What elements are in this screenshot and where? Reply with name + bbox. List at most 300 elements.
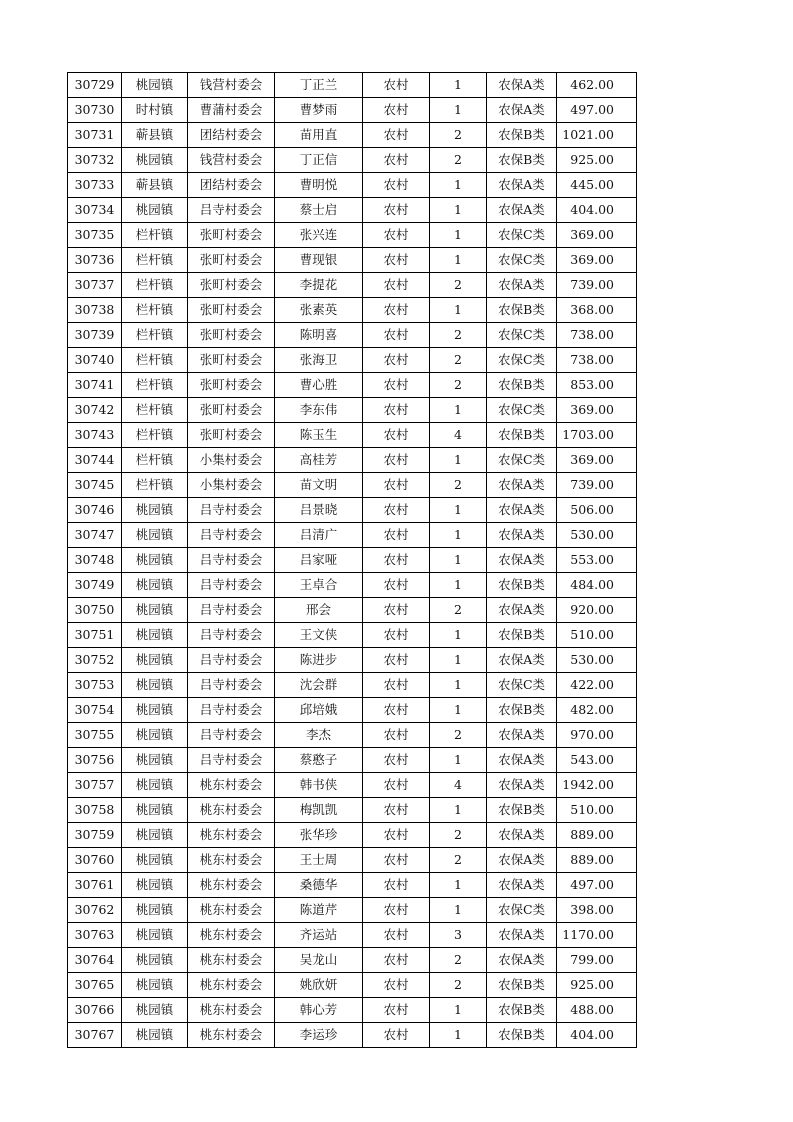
person-count-cell: 1	[430, 73, 487, 98]
name-cell: 邢会	[275, 598, 363, 623]
village-committee-cell: 桃东村委会	[188, 1023, 275, 1048]
table-row	[68, 273, 637, 298]
insurance-category-cell: 农保A类	[487, 823, 557, 848]
insurance-category-cell: 农保A类	[487, 548, 557, 573]
table-row	[68, 823, 637, 848]
household-type-cell: 农村	[363, 198, 430, 223]
record-id-cell: 30765	[68, 973, 122, 998]
town-cell: 栏杆镇	[122, 273, 188, 298]
record-id-cell: 30738	[68, 298, 122, 323]
village-committee-cell: 吕寺村委会	[188, 748, 275, 773]
insurance-category-cell: 农保C类	[487, 673, 557, 698]
amount-cell: 422.00	[557, 673, 637, 698]
insurance-category-cell: 农保C类	[487, 398, 557, 423]
town-cell: 桃园镇	[122, 973, 188, 998]
amount-cell: 925.00	[557, 973, 637, 998]
insurance-category-cell: 农保B类	[487, 298, 557, 323]
name-cell: 韩书侠	[275, 773, 363, 798]
name-cell: 李东伟	[275, 398, 363, 423]
village-committee-cell: 张町村委会	[188, 423, 275, 448]
record-id-cell: 30732	[68, 148, 122, 173]
person-count-cell: 1	[430, 548, 487, 573]
name-cell: 曹心胜	[275, 373, 363, 398]
household-type-cell: 农村	[363, 798, 430, 823]
table-row	[68, 923, 637, 948]
record-id-cell: 30729	[68, 73, 122, 98]
household-type-cell: 农村	[363, 873, 430, 898]
insurance-category-cell: 农保A类	[487, 648, 557, 673]
person-count-cell: 4	[430, 423, 487, 448]
town-cell: 桃园镇	[122, 923, 188, 948]
village-committee-cell: 吕寺村委会	[188, 723, 275, 748]
village-committee-cell: 张町村委会	[188, 398, 275, 423]
household-type-cell: 农村	[363, 698, 430, 723]
village-committee-cell: 吕寺村委会	[188, 573, 275, 598]
household-type-cell: 农村	[363, 598, 430, 623]
insurance-category-cell: 农保A类	[487, 73, 557, 98]
person-count-cell: 2	[430, 323, 487, 348]
person-count-cell: 2	[430, 148, 487, 173]
household-type-cell: 农村	[363, 98, 430, 123]
household-type-cell: 农村	[363, 323, 430, 348]
village-committee-cell: 桃东村委会	[188, 798, 275, 823]
person-count-cell: 1	[430, 523, 487, 548]
town-cell: 桃园镇	[122, 848, 188, 873]
town-cell: 桃园镇	[122, 548, 188, 573]
person-count-cell: 1	[430, 648, 487, 673]
name-cell: 王卓合	[275, 573, 363, 598]
record-id-cell: 30755	[68, 723, 122, 748]
amount-cell: 506.00	[557, 498, 637, 523]
person-count-cell: 2	[430, 123, 487, 148]
record-id-cell: 30767	[68, 1023, 122, 1048]
table-row	[68, 248, 637, 273]
town-cell: 栏杆镇	[122, 223, 188, 248]
insurance-category-cell: 农保B类	[487, 573, 557, 598]
town-cell: 桃园镇	[122, 1023, 188, 1048]
town-cell: 栏杆镇	[122, 348, 188, 373]
town-cell: 桃园镇	[122, 598, 188, 623]
household-type-cell: 农村	[363, 748, 430, 773]
town-cell: 桃园镇	[122, 873, 188, 898]
record-id-cell: 30747	[68, 523, 122, 548]
insurance-category-cell: 农保A类	[487, 523, 557, 548]
village-committee-cell: 吕寺村委会	[188, 548, 275, 573]
insurance-category-cell: 农保B类	[487, 998, 557, 1023]
amount-cell: 369.00	[557, 398, 637, 423]
person-count-cell: 4	[430, 773, 487, 798]
town-cell: 桃园镇	[122, 198, 188, 223]
person-count-cell: 1	[430, 98, 487, 123]
name-cell: 梅凯凯	[275, 798, 363, 823]
village-committee-cell: 张町村委会	[188, 273, 275, 298]
amount-cell: 1703.00	[557, 423, 637, 448]
town-cell: 桃园镇	[122, 523, 188, 548]
insurance-category-cell: 农保A类	[487, 723, 557, 748]
person-count-cell: 2	[430, 473, 487, 498]
insurance-category-cell: 农保C类	[487, 323, 557, 348]
name-cell: 蔡士启	[275, 198, 363, 223]
amount-cell: 445.00	[557, 173, 637, 198]
record-id-cell: 30745	[68, 473, 122, 498]
amount-cell: 484.00	[557, 573, 637, 598]
insurance-category-cell: 农保A类	[487, 873, 557, 898]
record-id-cell: 30737	[68, 273, 122, 298]
name-cell: 陈明喜	[275, 323, 363, 348]
person-count-cell: 1	[430, 398, 487, 423]
household-type-cell: 农村	[363, 173, 430, 198]
record-id-cell: 30730	[68, 98, 122, 123]
record-id-cell: 30754	[68, 698, 122, 723]
household-type-cell: 农村	[363, 723, 430, 748]
insurance-category-cell: 农保C类	[487, 248, 557, 273]
amount-cell: 889.00	[557, 848, 637, 873]
insurance-category-cell: 农保A类	[487, 198, 557, 223]
village-committee-cell: 桃东村委会	[188, 973, 275, 998]
household-type-cell: 农村	[363, 223, 430, 248]
village-committee-cell: 钱营村委会	[188, 73, 275, 98]
table-row	[68, 173, 637, 198]
table-row	[68, 323, 637, 348]
town-cell: 桃园镇	[122, 573, 188, 598]
table-row	[68, 748, 637, 773]
village-committee-cell: 张町村委会	[188, 298, 275, 323]
household-type-cell: 农村	[363, 423, 430, 448]
name-cell: 陈进步	[275, 648, 363, 673]
table-row	[68, 298, 637, 323]
town-cell: 桃园镇	[122, 998, 188, 1023]
table-row	[68, 973, 637, 998]
household-type-cell: 农村	[363, 673, 430, 698]
person-count-cell: 1	[430, 798, 487, 823]
record-id-cell: 30761	[68, 873, 122, 898]
record-id-cell: 30735	[68, 223, 122, 248]
name-cell: 李杰	[275, 723, 363, 748]
household-type-cell: 农村	[363, 273, 430, 298]
record-id-cell: 30759	[68, 823, 122, 848]
household-type-cell: 农村	[363, 848, 430, 873]
amount-cell: 404.00	[557, 1023, 637, 1048]
household-type-cell: 农村	[363, 248, 430, 273]
village-committee-cell: 桃东村委会	[188, 848, 275, 873]
table-row	[68, 123, 637, 148]
amount-cell: 398.00	[557, 898, 637, 923]
household-type-cell: 农村	[363, 973, 430, 998]
village-committee-cell: 吕寺村委会	[188, 648, 275, 673]
person-count-cell: 1	[430, 698, 487, 723]
record-id-cell: 30733	[68, 173, 122, 198]
table-row	[68, 798, 637, 823]
amount-cell: 488.00	[557, 998, 637, 1023]
household-type-cell: 农村	[363, 498, 430, 523]
person-count-cell: 1	[430, 573, 487, 598]
table-row	[68, 98, 637, 123]
insurance-category-cell: 农保A类	[487, 748, 557, 773]
table-row	[68, 548, 637, 573]
table-row	[68, 673, 637, 698]
name-cell: 王文侠	[275, 623, 363, 648]
record-id-cell: 30731	[68, 123, 122, 148]
village-committee-cell: 吕寺村委会	[188, 523, 275, 548]
insurance-category-cell: 农保B类	[487, 423, 557, 448]
amount-cell: 510.00	[557, 623, 637, 648]
table-row	[68, 773, 637, 798]
village-committee-cell: 吕寺村委会	[188, 498, 275, 523]
household-type-cell: 农村	[363, 373, 430, 398]
town-cell: 栏杆镇	[122, 473, 188, 498]
household-type-cell: 农村	[363, 123, 430, 148]
village-committee-cell: 吕寺村委会	[188, 673, 275, 698]
record-id-cell: 30752	[68, 648, 122, 673]
household-type-cell: 农村	[363, 573, 430, 598]
table-row	[68, 598, 637, 623]
person-count-cell: 1	[430, 623, 487, 648]
amount-cell: 553.00	[557, 548, 637, 573]
insurance-category-cell: 农保C类	[487, 223, 557, 248]
person-count-cell: 1	[430, 448, 487, 473]
town-cell: 桃园镇	[122, 723, 188, 748]
person-count-cell: 1	[430, 498, 487, 523]
household-type-cell: 农村	[363, 448, 430, 473]
person-count-cell: 1	[430, 898, 487, 923]
town-cell: 桃园镇	[122, 148, 188, 173]
name-cell: 齐运站	[275, 923, 363, 948]
insurance-category-cell: 农保B类	[487, 123, 557, 148]
town-cell: 栏杆镇	[122, 398, 188, 423]
village-committee-cell: 吕寺村委会	[188, 623, 275, 648]
village-committee-cell: 曹蒲村委会	[188, 98, 275, 123]
name-cell: 姚欣妍	[275, 973, 363, 998]
amount-cell: 369.00	[557, 448, 637, 473]
name-cell: 韩心芳	[275, 998, 363, 1023]
town-cell: 桃园镇	[122, 898, 188, 923]
name-cell: 李运珍	[275, 1023, 363, 1048]
record-id-cell: 30744	[68, 448, 122, 473]
insurance-category-cell: 农保A类	[487, 98, 557, 123]
person-count-cell: 1	[430, 873, 487, 898]
village-committee-cell: 团结村委会	[188, 123, 275, 148]
household-type-cell: 农村	[363, 648, 430, 673]
village-committee-cell: 张町村委会	[188, 348, 275, 373]
table-row	[68, 573, 637, 598]
amount-cell: 543.00	[557, 748, 637, 773]
amount-cell: 368.00	[557, 298, 637, 323]
amount-cell: 530.00	[557, 648, 637, 673]
record-id-cell: 30753	[68, 673, 122, 698]
amount-cell: 889.00	[557, 823, 637, 848]
amount-cell: 853.00	[557, 373, 637, 398]
name-cell: 曹梦雨	[275, 98, 363, 123]
record-id-cell: 30751	[68, 623, 122, 648]
household-type-cell: 农村	[363, 773, 430, 798]
record-id-cell: 30742	[68, 398, 122, 423]
insurance-category-cell: 农保B类	[487, 698, 557, 723]
amount-cell: 738.00	[557, 323, 637, 348]
amount-cell: 1021.00	[557, 123, 637, 148]
household-type-cell: 农村	[363, 623, 430, 648]
insurance-category-cell: 农保A类	[487, 598, 557, 623]
amount-cell: 925.00	[557, 148, 637, 173]
town-cell: 桃园镇	[122, 698, 188, 723]
name-cell: 邱培娥	[275, 698, 363, 723]
household-type-cell: 农村	[363, 1023, 430, 1048]
record-id-cell: 30758	[68, 798, 122, 823]
insurance-category-cell: 农保C类	[487, 448, 557, 473]
table-row	[68, 223, 637, 248]
name-cell: 沈会群	[275, 673, 363, 698]
record-id-cell: 30734	[68, 198, 122, 223]
town-cell: 桃园镇	[122, 773, 188, 798]
table-row	[68, 73, 637, 98]
household-type-cell: 农村	[363, 348, 430, 373]
town-cell: 蕲县镇	[122, 173, 188, 198]
household-type-cell: 农村	[363, 923, 430, 948]
person-count-cell: 2	[430, 723, 487, 748]
person-count-cell: 2	[430, 348, 487, 373]
household-type-cell: 农村	[363, 473, 430, 498]
insurance-category-cell: 农保A类	[487, 948, 557, 973]
amount-cell: 970.00	[557, 723, 637, 748]
name-cell: 张素英	[275, 298, 363, 323]
name-cell: 张兴连	[275, 223, 363, 248]
person-count-cell: 2	[430, 373, 487, 398]
village-committee-cell: 桃东村委会	[188, 823, 275, 848]
village-committee-cell: 桃东村委会	[188, 923, 275, 948]
table-row	[68, 698, 637, 723]
table-body	[68, 73, 637, 1048]
table-row	[68, 523, 637, 548]
person-count-cell: 1	[430, 223, 487, 248]
village-committee-cell: 桃东村委会	[188, 948, 275, 973]
person-count-cell: 2	[430, 948, 487, 973]
person-count-cell: 1	[430, 198, 487, 223]
name-cell: 李提花	[275, 273, 363, 298]
insurance-category-cell: 农保B类	[487, 623, 557, 648]
table-row	[68, 198, 637, 223]
table-row	[68, 373, 637, 398]
town-cell: 桃园镇	[122, 748, 188, 773]
data-table	[67, 72, 637, 1048]
village-committee-cell: 吕寺村委会	[188, 198, 275, 223]
insurance-category-cell: 农保B类	[487, 1023, 557, 1048]
town-cell: 桃园镇	[122, 498, 188, 523]
village-committee-cell: 团结村委会	[188, 173, 275, 198]
name-cell: 苗文明	[275, 473, 363, 498]
village-committee-cell: 张町村委会	[188, 248, 275, 273]
amount-cell: 482.00	[557, 698, 637, 723]
table-row	[68, 948, 637, 973]
town-cell: 桃园镇	[122, 798, 188, 823]
insurance-category-cell: 农保A类	[487, 173, 557, 198]
town-cell: 桃园镇	[122, 648, 188, 673]
village-committee-cell: 小集村委会	[188, 448, 275, 473]
amount-cell: 497.00	[557, 873, 637, 898]
person-count-cell: 1	[430, 748, 487, 773]
name-cell: 王士周	[275, 848, 363, 873]
insurance-category-cell: 农保A类	[487, 273, 557, 298]
insurance-category-cell: 农保B类	[487, 148, 557, 173]
amount-cell: 497.00	[557, 98, 637, 123]
record-id-cell: 30764	[68, 948, 122, 973]
town-cell: 栏杆镇	[122, 248, 188, 273]
table-row	[68, 473, 637, 498]
name-cell: 曹明悦	[275, 173, 363, 198]
record-id-cell: 30763	[68, 923, 122, 948]
insurance-category-cell: 农保C类	[487, 348, 557, 373]
person-count-cell: 3	[430, 923, 487, 948]
record-id-cell: 30741	[68, 373, 122, 398]
insurance-category-cell: 农保B类	[487, 798, 557, 823]
table-row	[68, 448, 637, 473]
person-count-cell: 2	[430, 848, 487, 873]
name-cell: 张华珍	[275, 823, 363, 848]
household-type-cell: 农村	[363, 898, 430, 923]
name-cell: 吕家哑	[275, 548, 363, 573]
village-committee-cell: 吕寺村委会	[188, 598, 275, 623]
household-type-cell: 农村	[363, 148, 430, 173]
household-type-cell: 农村	[363, 998, 430, 1023]
name-cell: 吕景晓	[275, 498, 363, 523]
household-type-cell: 农村	[363, 398, 430, 423]
village-committee-cell: 小集村委会	[188, 473, 275, 498]
table-row	[68, 848, 637, 873]
amount-cell: 739.00	[557, 273, 637, 298]
person-count-cell: 1	[430, 248, 487, 273]
household-type-cell: 农村	[363, 823, 430, 848]
village-committee-cell: 张町村委会	[188, 223, 275, 248]
name-cell: 高桂芳	[275, 448, 363, 473]
table-row	[68, 723, 637, 748]
insurance-category-cell: 农保A类	[487, 473, 557, 498]
village-committee-cell: 张町村委会	[188, 323, 275, 348]
town-cell: 桃园镇	[122, 623, 188, 648]
town-cell: 蕲县镇	[122, 123, 188, 148]
table-row	[68, 398, 637, 423]
insurance-category-cell: 农保A类	[487, 498, 557, 523]
record-id-cell: 30750	[68, 598, 122, 623]
name-cell: 陈道芹	[275, 898, 363, 923]
town-cell: 桃园镇	[122, 73, 188, 98]
name-cell: 陈玉生	[275, 423, 363, 448]
household-type-cell: 农村	[363, 523, 430, 548]
insurance-category-cell: 农保A类	[487, 773, 557, 798]
amount-cell: 369.00	[557, 223, 637, 248]
table-row	[68, 623, 637, 648]
name-cell: 吕清广	[275, 523, 363, 548]
table-row	[68, 998, 637, 1023]
record-id-cell: 30743	[68, 423, 122, 448]
record-id-cell: 30748	[68, 548, 122, 573]
record-id-cell: 30749	[68, 573, 122, 598]
village-committee-cell: 钱营村委会	[188, 148, 275, 173]
record-id-cell: 30736	[68, 248, 122, 273]
town-cell: 栏杆镇	[122, 423, 188, 448]
village-committee-cell: 桃东村委会	[188, 998, 275, 1023]
person-count-cell: 1	[430, 298, 487, 323]
record-id-cell: 30756	[68, 748, 122, 773]
amount-cell: 799.00	[557, 948, 637, 973]
amount-cell: 739.00	[557, 473, 637, 498]
record-id-cell: 30740	[68, 348, 122, 373]
insurance-category-cell: 农保C类	[487, 898, 557, 923]
household-type-cell: 农村	[363, 73, 430, 98]
town-cell: 桃园镇	[122, 823, 188, 848]
person-count-cell: 2	[430, 973, 487, 998]
person-count-cell: 1	[430, 673, 487, 698]
town-cell: 桃园镇	[122, 948, 188, 973]
household-type-cell: 农村	[363, 298, 430, 323]
amount-cell: 1942.00	[557, 773, 637, 798]
